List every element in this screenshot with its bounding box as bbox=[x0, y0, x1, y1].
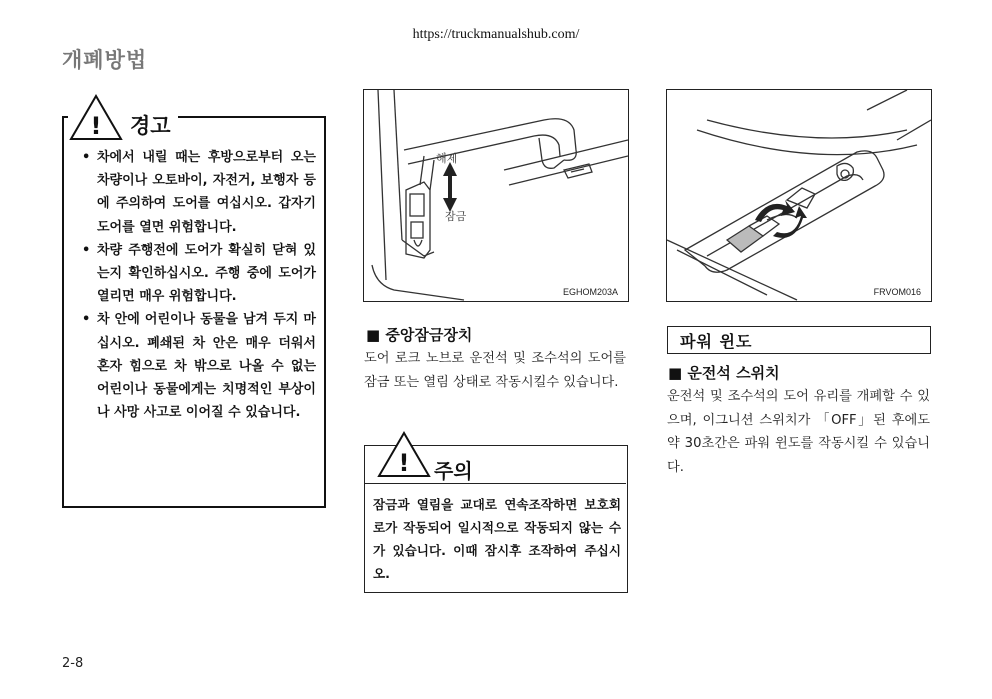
page-number: 2-8 bbox=[62, 656, 84, 671]
warning-triangle-icon bbox=[68, 94, 124, 142]
warning-item: • 차량 주행전에 도어가 확실히 닫혀 있는지 확인하십시오. 주행 중에 도어가 열리면 매우 위험합니다. bbox=[80, 239, 316, 309]
power-window-figure bbox=[666, 89, 932, 302]
warning-title: 경고 bbox=[130, 114, 171, 138]
warning-item: • 차에서 내릴 때는 후방으로부터 오는 차량이나 오토바이, 자전거, 보행자 등에 주의하여 도어를 여십시오. 갑자기 도어를 열면 위험합니다. bbox=[80, 146, 316, 239]
section-title: 개폐방법 bbox=[62, 48, 148, 72]
caution-title: 주의 bbox=[434, 459, 473, 483]
door-lock-knob-illustration bbox=[364, 90, 628, 301]
power-window-title: 파워 윈도 bbox=[680, 332, 753, 351]
central-lock-body: 도어 로크 노브로 운전석 및 조수석의 도어를 잠금 또는 열림 상태로 작동시킬수 있습니다. bbox=[364, 351, 626, 390]
power-window-title-box bbox=[667, 326, 931, 354]
svg-text:!: ! bbox=[398, 449, 410, 477]
warning-header bbox=[68, 94, 178, 142]
lock-label: 잠금 bbox=[445, 210, 467, 223]
figure-code: EGHOM203A bbox=[562, 287, 618, 297]
svg-text:!: ! bbox=[90, 112, 102, 140]
door-lock-figure bbox=[363, 89, 629, 302]
figure-code: FRVOM016 bbox=[873, 287, 921, 297]
warning-item: • 차 안에 어린이나 동물을 남겨 두지 마십시오. 폐쇄된 차 안은 매우 더워서 혼자 힘으로 차 밖으로 나올 수 없는 어린이나 동물에게는 치명적인 부상이나 사망 사고로 이어질 수 있습니다. bbox=[80, 308, 316, 424]
source-url: https://truckmanualshub.com/ bbox=[412, 27, 580, 42]
caution-header bbox=[364, 445, 626, 484]
caution-body: 잠금과 열림을 교대로 연속조작하면 보호회로가 작동되어 일시적으로 작동되지 않는 수가 있습니다. 이때 잠시후 조작하여 주십시오. bbox=[373, 497, 621, 581]
power-window-switch-illustration bbox=[667, 90, 931, 301]
warning-list bbox=[80, 146, 316, 424]
warning-triangle-icon bbox=[376, 431, 432, 479]
unlock-label: 해제 bbox=[436, 152, 458, 165]
central-lock-heading: ■ 중앙잠금장치 bbox=[366, 326, 473, 344]
driver-switch-heading: ■ 운전석 스위치 bbox=[668, 364, 780, 382]
driver-switch-body: 운전석 및 조수석의 도어 유리를 개폐할 수 있으며, 이그니션 스위치가 「OFF」된 후에도 약 30초간은 파워 윈도를 작동시킬 수 있습니다. bbox=[667, 389, 930, 475]
